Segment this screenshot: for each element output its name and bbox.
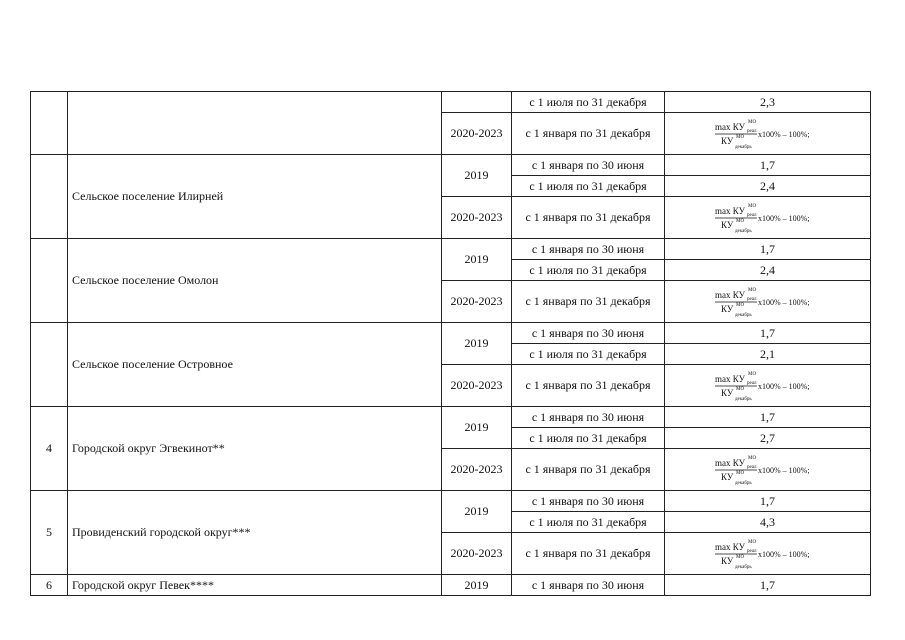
formula-cell: [665, 533, 871, 575]
formula-denominator-superscript: МО: [735, 218, 744, 224]
formula-tail: x100% – 100%;: [757, 129, 810, 139]
period-cell: с 1 января по 31 декабря: [512, 197, 665, 239]
period-cell: с 1 января по 30 июня: [512, 239, 665, 260]
municipality-name: Сельское поселение Островное: [68, 323, 442, 407]
formula-denominator-superscript: МО: [735, 302, 744, 308]
formula-numerator-subscript: реал: [746, 128, 757, 134]
period-cell: с 1 января по 30 июня: [512, 575, 665, 596]
formula-numerator: max КУ: [714, 457, 745, 468]
period-cell: с 1 января по 30 июня: [512, 155, 665, 176]
year-cell: 2019: [442, 155, 512, 197]
table-row: [31, 323, 871, 344]
year-cell: 2020-2023: [442, 449, 512, 491]
formula-numerator-subscript: реал: [746, 548, 757, 554]
table-row: [31, 575, 871, 596]
formula-cell: [665, 281, 871, 323]
row-number: 6: [31, 575, 68, 596]
formula-denominator: КУ: [720, 471, 733, 482]
value-cell: 2,4: [665, 176, 871, 197]
row-number: [31, 155, 68, 239]
formula-denominator-superscript: МО: [735, 554, 744, 560]
formula-denominator-superscript: МО: [735, 470, 744, 476]
year-cell: 2019: [442, 491, 512, 533]
formula-graphic: [714, 537, 822, 571]
formula-denominator: КУ: [720, 303, 733, 314]
period-cell: с 1 января по 31 декабря: [512, 113, 665, 155]
period-cell: с 1 июля по 31 декабря: [512, 260, 665, 281]
formula-numerator-superscript: МО: [747, 203, 756, 209]
growth-formula: [714, 285, 822, 319]
municipality-name: Городской округ Певек****: [68, 575, 442, 596]
value-cell: 2,4: [665, 260, 871, 281]
formula-cell: [665, 365, 871, 407]
value-cell: 1,7: [665, 323, 871, 344]
period-cell: с 1 января по 30 июня: [512, 323, 665, 344]
growth-formula: [714, 537, 822, 571]
formula-numerator-subscript: реал: [746, 464, 757, 470]
municipality-name: [68, 92, 442, 155]
year-cell: 2020-2023: [442, 197, 512, 239]
formula-tail: x100% – 100%;: [757, 465, 810, 475]
table-row: [31, 491, 871, 512]
table-row: [31, 92, 871, 113]
formula-tail: x100% – 100%;: [757, 213, 810, 223]
formula-graphic: [714, 117, 822, 151]
formula-numerator-superscript: МО: [747, 287, 756, 293]
municipality-name: Сельское поселение Илирней: [68, 155, 442, 239]
year-cell: 2020-2023: [442, 365, 512, 407]
growth-formula: [714, 117, 822, 151]
year-cell: 2019: [442, 575, 512, 596]
value-cell: 1,7: [665, 491, 871, 512]
year-cell: 2020-2023: [442, 281, 512, 323]
municipality-name: Сельское поселение Омолон: [68, 239, 442, 323]
formula-denominator-subscript: декабрь: [734, 228, 752, 234]
year-cell: 2019: [442, 323, 512, 365]
year-cell: 2020-2023: [442, 113, 512, 155]
formula-denominator: КУ: [720, 555, 733, 566]
municipality-name: Провиденский городской округ***: [68, 491, 442, 575]
formula-denominator: КУ: [720, 135, 733, 146]
year-cell: 2019: [442, 407, 512, 449]
period-cell: с 1 января по 31 декабря: [512, 533, 665, 575]
formula-denominator: КУ: [720, 219, 733, 230]
row-number: [31, 92, 68, 155]
formula-numerator-superscript: МО: [747, 119, 756, 125]
value-cell: 2,3: [665, 92, 871, 113]
formula-cell: [665, 449, 871, 491]
row-number: [31, 239, 68, 323]
formula-graphic: [714, 201, 822, 235]
formula-numerator: max КУ: [714, 541, 745, 552]
year-cell: 2019: [442, 239, 512, 281]
value-cell: 2,7: [665, 428, 871, 449]
formula-denominator-superscript: МО: [735, 134, 744, 140]
period-cell: с 1 июля по 31 декабря: [512, 344, 665, 365]
formula-graphic: [714, 453, 822, 487]
formula-cell: [665, 113, 871, 155]
formula-cell: [665, 197, 871, 239]
period-cell: с 1 января по 31 декабря: [512, 449, 665, 491]
formula-tail: x100% – 100%;: [757, 549, 810, 559]
row-number: [31, 323, 68, 407]
period-cell: с 1 июля по 31 декабря: [512, 176, 665, 197]
formula-graphic: [714, 285, 822, 319]
municipality-name: Городской округ Эгвекинот**: [68, 407, 442, 491]
period-cell: с 1 января по 30 июня: [512, 407, 665, 428]
year-cell: 2020-2023: [442, 533, 512, 575]
growth-formula: [714, 453, 822, 487]
formula-denominator-subscript: декабрь: [734, 564, 752, 570]
growth-formula: [714, 201, 822, 235]
formula-numerator-subscript: реал: [746, 380, 757, 386]
formula-numerator-subscript: реал: [746, 296, 757, 302]
formula-denominator-subscript: декабрь: [734, 144, 752, 150]
value-cell: 4,3: [665, 512, 871, 533]
formula-tail: x100% – 100%;: [757, 381, 810, 391]
value-cell: 1,7: [665, 575, 871, 596]
period-cell: с 1 января по 30 июня: [512, 491, 665, 512]
formula-numerator-superscript: МО: [747, 455, 756, 461]
formula-denominator-superscript: МО: [735, 386, 744, 392]
value-cell: 1,7: [665, 155, 871, 176]
period-cell: с 1 января по 31 декабря: [512, 365, 665, 407]
value-cell: 1,7: [665, 239, 871, 260]
table-row: [31, 239, 871, 260]
period-cell: с 1 июля по 31 декабря: [512, 92, 665, 113]
value-cell: 2,1: [665, 344, 871, 365]
formula-numerator-subscript: реал: [746, 212, 757, 218]
growth-formula: [714, 369, 822, 403]
row-number: 5: [31, 491, 68, 575]
formula-numerator-superscript: МО: [747, 371, 756, 377]
formula-numerator: max КУ: [714, 373, 745, 384]
value-cell: 1,7: [665, 407, 871, 428]
formula-denominator-subscript: декабрь: [734, 480, 752, 486]
tariff-table-body: [31, 92, 871, 596]
year-cell: [442, 92, 512, 113]
formula-denominator-subscript: декабрь: [734, 396, 752, 402]
table-row: [31, 155, 871, 176]
formula-tail: x100% – 100%;: [757, 297, 810, 307]
formula-numerator: max КУ: [714, 289, 745, 300]
formula-denominator: КУ: [720, 387, 733, 398]
table-row: [31, 407, 871, 428]
formula-denominator-subscript: декабрь: [734, 312, 752, 318]
formula-numerator-superscript: МО: [747, 539, 756, 545]
tariff-table: [30, 91, 871, 596]
period-cell: с 1 июля по 31 декабря: [512, 428, 665, 449]
row-number: 4: [31, 407, 68, 491]
formula-graphic: [714, 369, 822, 403]
period-cell: с 1 июля по 31 декабря: [512, 512, 665, 533]
formula-numerator: max КУ: [714, 121, 745, 132]
period-cell: с 1 января по 31 декабря: [512, 281, 665, 323]
formula-numerator: max КУ: [714, 205, 745, 216]
